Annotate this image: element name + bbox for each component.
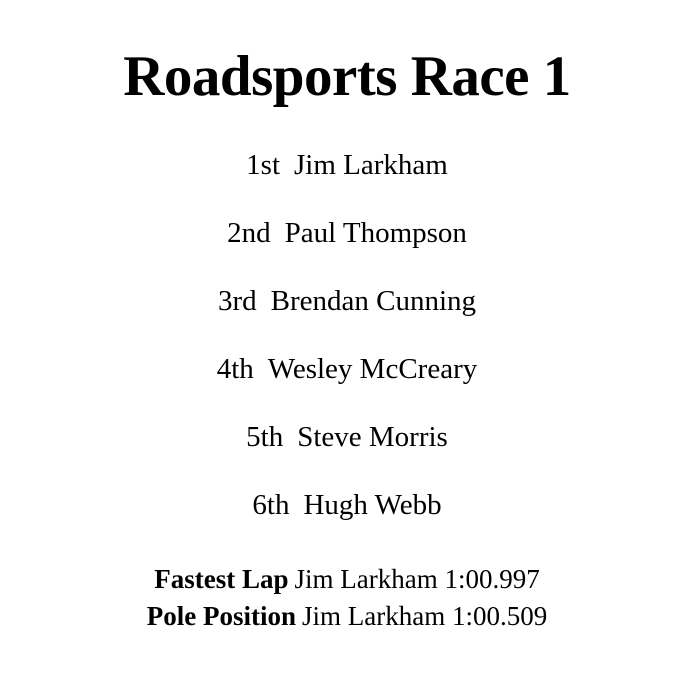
result-driver: Wesley McCreary (267, 353, 478, 385)
result-driver: Steve Morris (297, 421, 448, 453)
result-driver: Hugh Webb (303, 489, 442, 521)
results-list (0, 151, 694, 559)
result-position: 4th (216, 353, 254, 385)
result-position: 3rd (217, 285, 257, 317)
fastest-lap-value: Jim Larkham 1:00.997 (294, 564, 540, 594)
result-driver: Jim Larkham (294, 149, 448, 181)
list-item (227, 219, 467, 248)
list-item (218, 287, 476, 316)
list-item (252, 491, 441, 520)
fastest-lap-row (154, 561, 539, 598)
result-position: 2nd (227, 217, 271, 249)
result-position: 6th (252, 489, 290, 521)
result-position: 5th (246, 421, 284, 453)
pole-position-row (147, 598, 547, 635)
race-summary (0, 561, 694, 636)
list-item (246, 423, 448, 452)
list-item (246, 151, 448, 180)
result-driver: Paul Thompson (284, 217, 467, 249)
pole-position-value: Jim Larkham 1:00.509 (302, 601, 548, 632)
page-title: Roadsports Race 1 (123, 45, 571, 108)
fastest-lap-label: Fastest Lap (154, 564, 289, 594)
pole-position-label: Pole Position (146, 601, 297, 632)
result-position: 1st (246, 149, 280, 181)
list-item (217, 355, 478, 384)
result-driver: Brendan Cunning (270, 285, 477, 317)
